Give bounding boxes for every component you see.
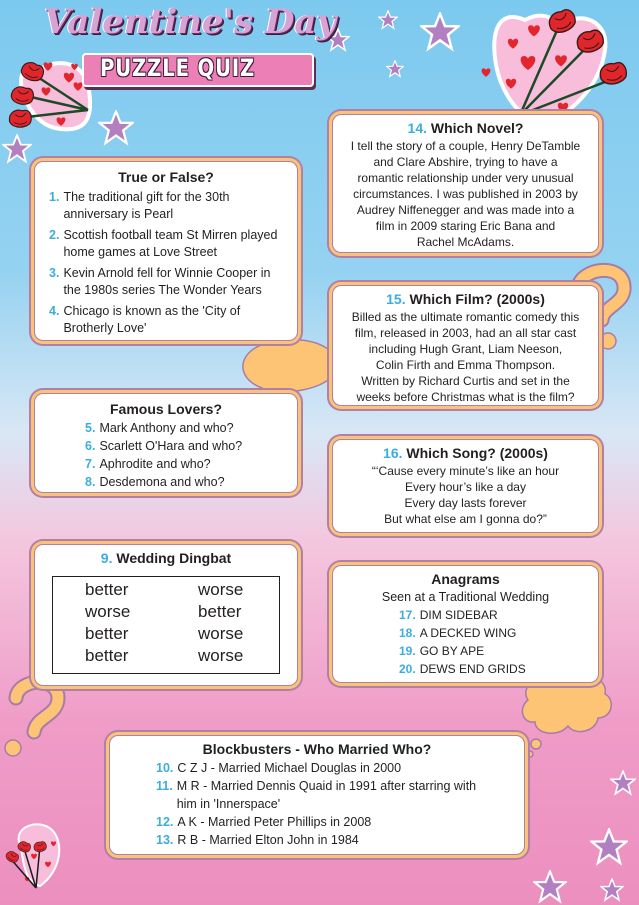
anagrams-card [329,562,602,686]
song-line: “‘Cause every minute’s like an hour [371,464,560,478]
star-icon [379,11,397,29]
dingbat-word: worse [198,580,244,599]
card-title: 15. Which Film? (2000s) [386,291,545,307]
dingbat-word: better [85,646,129,665]
question-item: 10. C Z J - Married Michael Douglas in 2000 [156,761,402,775]
famous-lovers-card [31,390,301,496]
novel-line: film in 2009 staring Eric Bana and [375,219,556,233]
heart-bouquet-icon [9,60,90,129]
anagram-item: 18. A DECKED WING [399,626,517,640]
card-title: 9. Wedding Dingbat [100,550,232,566]
song-line: Every hour’s like a day [405,480,526,494]
question-item: 6. Scarlett O'Hara and who? [85,439,243,453]
dingbat-box [52,576,280,674]
novel-line: romantic relationship under very unusual [357,171,574,185]
question-item: 12. A K - Married Peter Phillips in 2008 [156,815,372,829]
card-title: 16. Which Song? (2000s) [383,445,548,461]
star-icon [592,830,627,863]
song-line: But what else am I gonna do?” [384,512,547,526]
anagram-item: 19. GO BY APE [399,644,485,658]
song-line: Every day lasts forever [404,496,527,510]
which-novel-card [329,111,602,256]
star-icon [534,871,565,901]
star-icon [422,14,459,49]
anagram-item: 20. DEWS END GRIDS [399,662,526,676]
blockbusters-card [106,732,528,858]
dingbat-word: better [198,602,242,621]
question-item: 4. Chicago is known as the 'City of Brotherly Love' [49,304,241,335]
question-item: 7. Aphrodite and who? [85,457,211,471]
dingbat-word: worse [85,602,131,621]
dingbat-word: worse [198,646,244,665]
novel-line: Audrey Niffenegger and was made into a [356,203,575,217]
film-line: Billed as the ultimate romantic comedy this [351,310,580,324]
film-line: including Hugh Grant, Liam Neeson, [368,342,563,356]
film-line: weeks before Christmas what is the film? [356,390,575,404]
question-item: 5. Mark Anthony and who? [85,421,234,435]
true-or-false-card [31,158,301,344]
question-item: 1. The traditional gift for the 30th anniversary is Pearl [49,190,230,221]
anagrams-subtitle: Seen at a Traditional Wedding [381,590,550,604]
card-title: Famous Lovers? [109,401,223,417]
card-title: Anagrams [431,571,500,587]
card-title: True or False? [118,169,214,185]
film-line: Written by Richard Curtis and set in the [361,374,570,388]
anagram-item: 17. DIM SIDEBAR [399,608,498,622]
question-item: 13. R B - Married Elton John in 1984 [156,833,359,847]
film-line: film, released in 2003, had an all star cast [354,326,577,340]
novel-line: circumstances. I was published in 2003 by [353,187,578,201]
card-title: Blockbusters - Who Married Who? [202,741,432,757]
small-bouquet-icon [4,824,59,888]
novel-line: and Clare Abshire, trying to have a [373,155,558,169]
page-title-script: Valentine's Day [44,2,337,42]
novel-line: Rachel McAdams. [416,235,515,249]
star-icon [100,112,133,144]
question-item: 3. Kevin Arnold fell for Winnie Cooper in the 1980s series The Wonder Years [49,266,271,297]
question-item: 11. M R - Married Dennis Quaid in 1991 after starring with him in 'Innerspace' [156,779,477,811]
dingbat-word: better [85,580,129,599]
star-icon [387,61,404,77]
star-icon [611,771,635,794]
card-title: 14. Which Novel? [407,120,524,136]
star-icon [601,879,623,900]
which-song-card [329,436,602,536]
film-line: Colin Firth and Emma Thompson. [375,358,556,372]
question-mark-icon [5,682,58,756]
page-title-banner: PUZZLE QUIZ [100,54,256,82]
star-icon [3,135,31,161]
dingbat-word: better [85,624,129,643]
question-item: 8. Desdemona and who? [85,475,225,489]
dingbat-word: worse [198,624,244,643]
which-film-card [329,282,602,409]
heart-bouquet-icon [482,7,628,125]
question-item: 2. Scottish football team St Mirren played home games at Love Street [49,228,278,259]
novel-line: I tell the story of a couple, Henry DeTamble [350,139,581,153]
